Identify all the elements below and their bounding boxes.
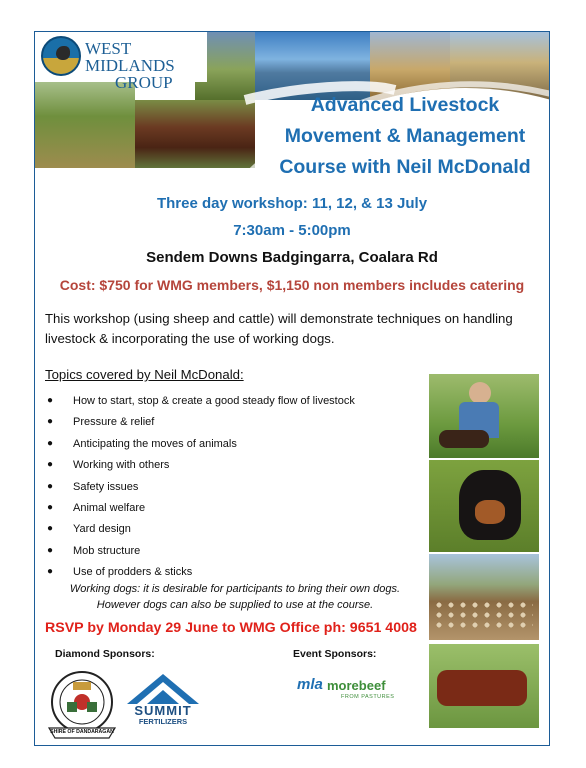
list-item: ● Pressure & relief [45,412,425,432]
list-item: ● Use of prodders & sticks [45,562,425,582]
list-item: ● Safety issues [45,477,425,497]
kangaroo-icon [41,36,81,76]
workshop-times: 7:30am - 5:00pm [233,222,351,239]
flyer-frame [34,31,550,746]
topics-list [45,391,425,584]
bullet-icon: ● [47,459,54,471]
course-title-line3: Course with Neil McDonald [279,156,531,178]
summit-line1: SUMMIT [134,703,192,718]
list-item: ● Working with others [45,455,425,475]
bullet-icon: ● [47,523,54,535]
workshop-dates: Three day workshop: 11, 12, & 13 July [156,195,428,212]
bullet-icon: ● [47,437,54,449]
intro-paragraph: This workshop (using sheep and cattle) will demonstrate techniques on handling livestock & incorporating the use of working dogs. [45,311,513,346]
photo-kelpie-dog [429,460,539,552]
mla-morebeef-logo [297,672,407,706]
photo-cattle-herd [429,644,539,728]
bullet-icon: ● [47,480,54,492]
list-item: ● How to start, stop & create a good steady flow of livestock [45,391,425,411]
bullet-icon: ● [47,501,54,513]
shire-logo-text: SHIRE OF DANDARAGAN [50,729,114,735]
org-name-line2: GROUP [115,73,173,92]
org-name-line1: WEST MIDLANDS [85,39,175,75]
diamond-sponsors-label: Diamond Sponsors: [55,648,155,660]
photo-sheep-mob [429,554,539,640]
list-item: ● Anticipating the moves of animals [45,434,425,454]
workshop-cost: Cost: $750 for WMG members, $1,150 non members includes catering [59,277,525,293]
morebeef-tagline: FROM PASTURES [341,694,395,700]
list-item: ● Mob structure [45,541,425,561]
working-dogs-note-line1: Working dogs: it is desirable for participants to bring their own dogs. [69,583,401,595]
working-dogs-note [45,581,425,613]
rsvp-line: RSVP by Monday 29 June to WMG Office ph: 9651 4008 [45,620,417,636]
course-title [260,90,550,183]
photo-trainer-with-dog [429,374,539,458]
bullet-icon: ● [47,566,54,578]
workshop-venue: Sendem Downs Badgingarra, Coalara Rd [146,249,438,266]
topics-heading: Topics covered by Neil McDonald: [45,367,244,382]
mla-text: mla [297,676,323,693]
course-title-line1: Advanced Livestock [310,94,500,116]
bullet-icon: ● [47,395,54,406]
header-banner [35,32,549,178]
list-item: ● Animal welfare [45,498,425,518]
list-item: ● Yard design [45,519,425,539]
course-title-line2: Movement & Management [284,125,526,147]
bullet-icon: ● [47,416,54,428]
summit-mountain-icon [127,672,199,704]
working-dogs-note-line2: However dogs can also be supplied to use at the course. [96,599,374,611]
summit-logo-text [123,704,203,727]
org-name [85,40,207,91]
summit-line2: FERTILIZERS [138,717,188,726]
morebeef-text: morebeef [327,678,386,693]
bullet-icon: ● [47,544,54,556]
event-sponsors-label: Event Sponsors: [293,648,377,660]
org-logo [35,32,207,92]
